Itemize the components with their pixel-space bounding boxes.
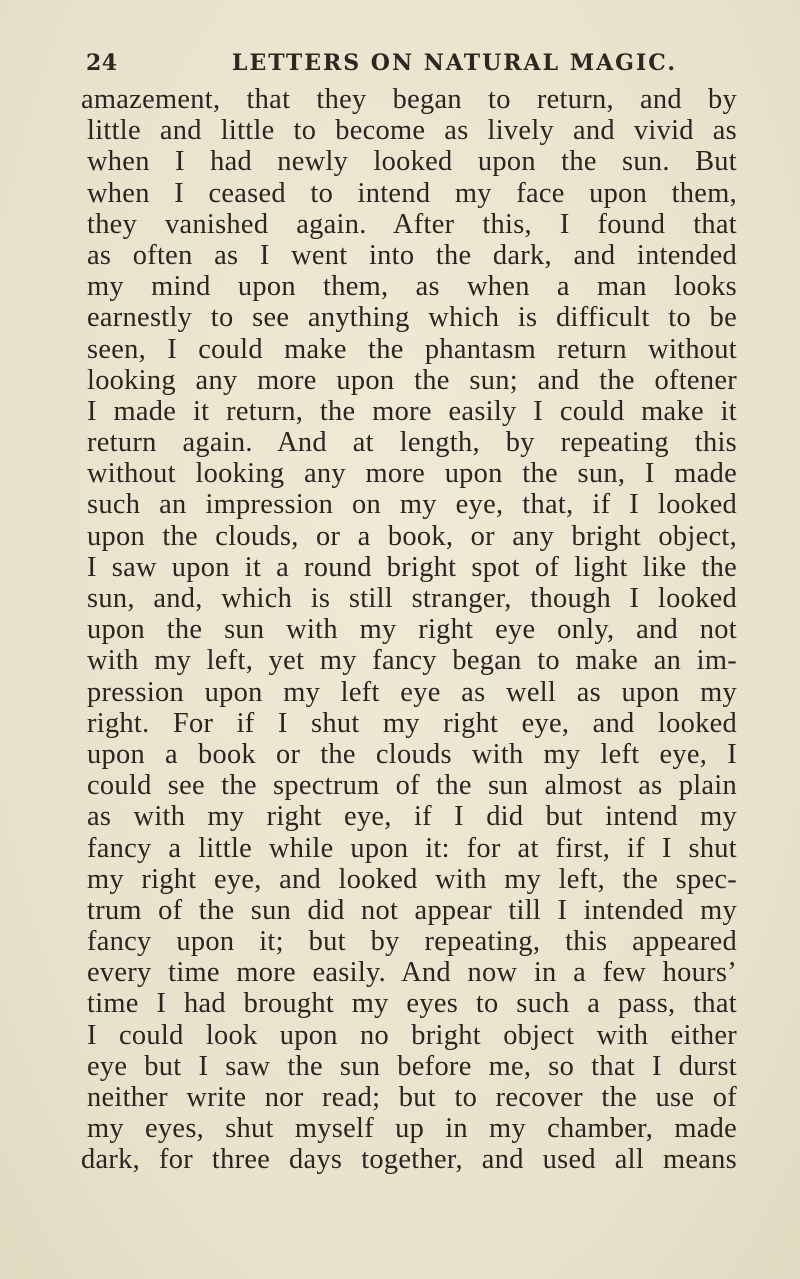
text-line: upon a book or the clouds with my left eye, I <box>87 738 737 770</box>
text-line: fancy a little while upon it: for at first, if I shut <box>87 832 737 864</box>
text-line: fancy upon it; but by repeating, this appeared <box>87 926 737 958</box>
text-line: they vanished again. After this, I found that <box>87 208 737 240</box>
running-header <box>86 50 736 82</box>
text-line: I saw upon it a round bright spot of light like the <box>87 551 737 583</box>
text-line: such an impression on my eye, that, if I looked <box>87 489 737 521</box>
text-line: could see the spectrum of the sun almost as plain <box>87 770 737 802</box>
text-line: looking any more upon the sun; and the oftener <box>87 364 737 396</box>
text-line: my mind upon them, as when a man looks <box>87 271 737 303</box>
text-line: neither write nor read; but to recover the use of <box>87 1082 737 1113</box>
text-line: time I had brought my eyes to such a pass, that <box>87 988 737 1020</box>
text-line: right. For if I shut my right eye, and looked <box>87 707 737 739</box>
text-line: return again. And at length, by repeating this <box>87 427 737 459</box>
text-line: pression upon my left eye as well as upon my <box>87 676 737 708</box>
text-line: little and little to become as lively and vivid as <box>87 115 737 147</box>
text-line: upon the sun with my right eye only, and not <box>87 614 737 646</box>
text-line: my eyes, shut myself up in my chamber, made <box>87 1113 737 1145</box>
text-line: every time more easily. And now in a few hours’ <box>87 957 737 989</box>
text-line: eye but I saw the sun before me, so that I durst <box>87 1050 737 1082</box>
text-line: I could look upon no bright object with either <box>87 1019 737 1051</box>
text-line: when I ceased to intend my face upon them, <box>87 177 737 209</box>
text-line: without looking any more upon the sun, I made <box>87 458 737 490</box>
text-line: as with my right eye, if I did but intend my <box>87 801 737 833</box>
text-line: upon the clouds, or a book, or any bright object, <box>87 520 737 552</box>
text-line: my right eye, and looked with my left, the spec- <box>87 863 737 895</box>
text-line: with my left, yet my fancy began to make an im- <box>87 645 737 677</box>
text-line: amazement, that they began to return, and by <box>81 84 737 115</box>
text-line: I made it return, the more easily I could make it <box>87 395 737 427</box>
text-line: as often as I went into the dark, and intended <box>87 239 737 271</box>
text-line: earnestly to see anything which is difficult to be <box>87 302 737 334</box>
text-line: dark, for three days together, and used all means <box>81 1144 737 1176</box>
page-number: 24 <box>86 50 118 76</box>
text-line: seen, I could make the phantasm return without <box>87 333 737 365</box>
text-line: sun, and, which is still stranger, though I looked <box>87 583 737 614</box>
text-line: when I had newly looked upon the sun. But <box>87 146 737 178</box>
text-line: trum of the sun did not appear till I intended my <box>87 894 737 926</box>
body-text <box>81 84 737 1176</box>
running-title: LETTERS ON NATURAL MAGIC. <box>232 50 678 76</box>
